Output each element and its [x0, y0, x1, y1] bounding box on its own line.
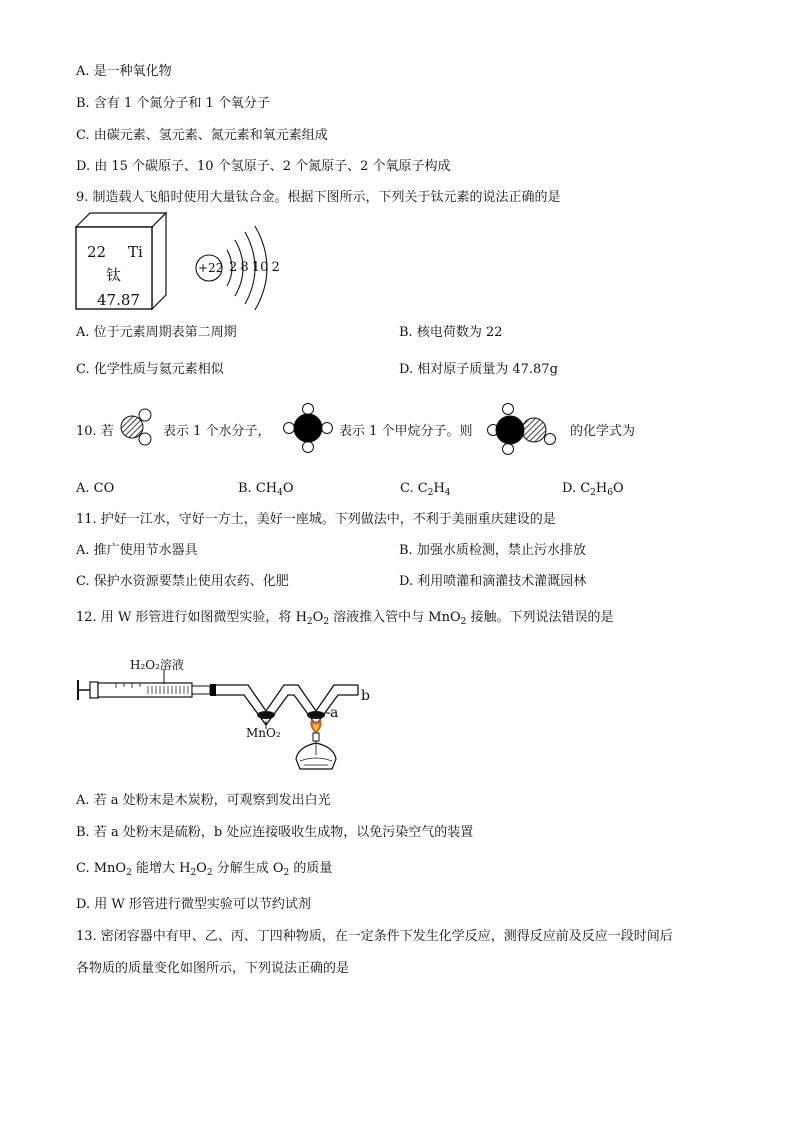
element-symbol: Ti: [128, 243, 143, 261]
q8-option-a: A. 是一种氧化物: [76, 64, 172, 79]
q9-option-c: C. 化学性质与氦元素相似: [76, 362, 224, 377]
q10-text-water: 表示 1 个水分子，: [163, 424, 271, 439]
q10-option-d: D. $C_2H_6O$: [562, 481, 624, 498]
atom-nucleus-charge: +22: [198, 261, 224, 275]
q8-option-b: B. 含有 1 个氮分子和 1 个氧分子: [76, 96, 270, 111]
q9-option-d: D. 相对原子质量为 47.87g: [399, 362, 558, 377]
label-a: a: [330, 705, 339, 721]
methane-molecule-icon: [284, 404, 333, 453]
atom-shell-electrons: 2 8 10 2: [229, 260, 280, 275]
q11-stem: 11. 护好一江水，守好一方土，美好一座城。下列做法中，不利于美丽重庆建设的是: [76, 512, 556, 527]
q11-option-d: D. 利用喷灌和滴灌技术灌溉园林: [399, 574, 587, 589]
element-atomic-number: 22: [87, 243, 107, 261]
unknown-molecule-icon: [488, 403, 558, 459]
q9-option-b: B. 核电荷数为 22: [399, 325, 503, 340]
q10-text-formula: 的化学式为: [570, 424, 636, 439]
q10-number: 10. 若: [76, 424, 114, 439]
label-h2o2-solution: H₂O₂溶液: [130, 658, 184, 672]
q11-option-b: B. 加强水质检测，禁止污水排放: [399, 543, 586, 558]
water-molecule-icon: [121, 409, 151, 445]
element-atomic-mass: 47.87: [97, 291, 140, 309]
element-name: 钛: [106, 266, 122, 284]
q13-stem-line1: 13. 密闭容器中有甲、乙、丙、丁四种物质，在一定条件下发生化学反应，测得反应前及反应一段时间后: [76, 929, 673, 944]
q12-option-b: B. 若 a 处粉末是硫粉，b 处应连接吸收生成物，以免污染空气的装置: [76, 825, 474, 840]
q10-option-b: B. $CH_4O$: [238, 481, 294, 498]
q8-option-c: C. 由碳元素、氢元素、氮元素和氧元素组成: [76, 128, 328, 143]
q11-option-c: C. 保护水资源要禁止使用农药、化肥: [76, 574, 289, 589]
q10-text-methane: 表示 1 个甲烷分子。则: [339, 424, 473, 439]
q10-option-a: A. CO: [76, 481, 115, 496]
q8-option-d: D. 由 15 个碳原子、10 个氢原子、2 个氮原子、2 个氧原子构成: [76, 159, 451, 174]
q9-stem: 9. 制造载人飞船时使用大量钛合金。根据下图所示，下列关于钛元素的说法正确的是: [76, 190, 561, 205]
q12-option-a: A. 若 a 处粉末是木炭粉，可观察到发出白光: [76, 793, 331, 808]
q10-option-c: C. $C_2H_4$: [400, 481, 451, 498]
q13-stem-line2: 各物质的质量变化如图所示，下列说法正确的是: [76, 961, 350, 976]
q12-stem: 12. 用 W 形管进行如图微型实验，将 $H_2O_2$ 溶液推入管中与 MnO$_2$ 接触。下列说法错误的是: [76, 610, 614, 627]
label-b: b: [361, 688, 370, 704]
q11-option-a: A. 推广使用节水器具: [76, 543, 198, 558]
q12-option-c: C. MnO$_2$ 能增大 $H_2O_2$ 分解生成 $O_2$ 的质量: [76, 861, 333, 878]
q12-option-d: D. 用 W 形管进行微型实验可以节约试剂: [76, 897, 311, 912]
label-mno2: MnO₂: [246, 726, 281, 740]
q9-option-a: A. 位于元素周期表第二周期: [76, 325, 237, 340]
